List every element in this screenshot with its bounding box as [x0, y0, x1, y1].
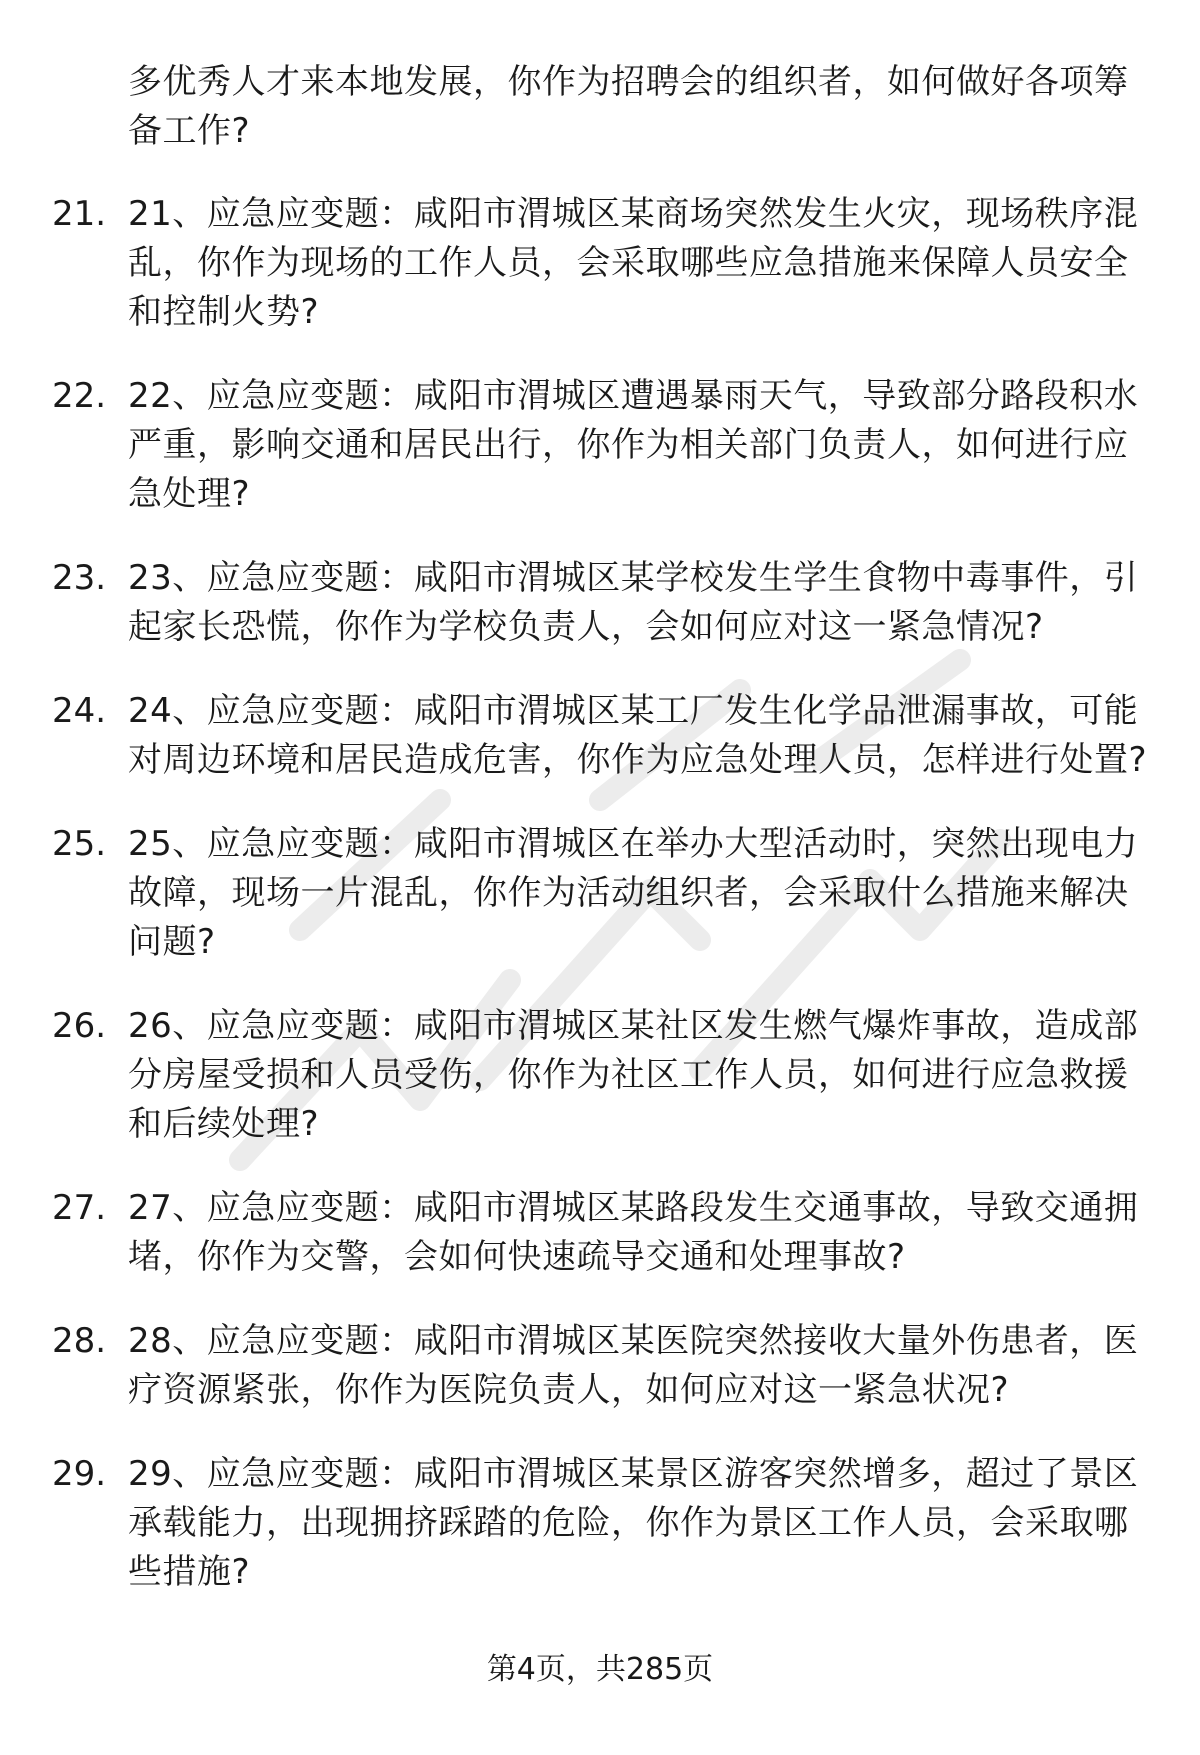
list-item-text: 24、应急应变题：咸阳市渭城区某工厂发生化学品泄漏事故，可能对周边环境和居民造成危害，你作为应急处理人员，怎样进行处置?: [128, 691, 1148, 780]
list-item: [0, 554, 1200, 652]
list-item-text: 21、应急应变题：咸阳市渭城区某商场突然发生火灾，现场秩序混乱，你作为现场的工作人员，会采取哪些应急措施来保障人员安全和控制火势?: [128, 194, 1139, 332]
question-list: [0, 190, 1200, 1632]
list-item-number: 21.: [52, 194, 107, 234]
list-item: [0, 190, 1200, 337]
list-item-text: 25、应急应变题：咸阳市渭城区在举办大型活动时，突然出现电力故障，现场一片混乱，你作为活动组织者，会采取什么措施来解决问题?: [128, 824, 1139, 962]
list-item: [0, 1450, 1200, 1597]
list-item-number: 27.: [52, 1188, 107, 1228]
list-item: [0, 687, 1200, 785]
list-item-number: 25.: [52, 824, 107, 864]
list-item: [0, 372, 1200, 519]
list-item-text: 29、应急应变题：咸阳市渭城区某景区游客突然增多，超过了景区承载能力，出现拥挤踩踏的危险，你作为景区工作人员，会采取哪些措施?: [128, 1454, 1139, 1592]
list-item-text: 22、应急应变题：咸阳市渭城区遭遇暴雨天气，导致部分路段积水严重，影响交通和居民出行，你作为相关部门负责人，如何进行应急处理?: [128, 376, 1139, 514]
list-item: [0, 1184, 1200, 1282]
continuation-paragraph: 多优秀人才来本地发展，你作为招聘会的组织者，如何做好各项筹备工作?: [128, 62, 1129, 151]
list-item-number: 26.: [52, 1006, 107, 1046]
list-item-number: 29.: [52, 1454, 107, 1494]
list-item-number: 24.: [52, 691, 107, 731]
list-item-number: 22.: [52, 376, 107, 416]
list-item-text: 27、应急应变题：咸阳市渭城区某路段发生交通事故，导致交通拥堵，你作为交警，会如何快速疏导交通和处理事故?: [128, 1188, 1139, 1277]
list-item: [0, 1317, 1200, 1415]
list-item-text: 28、应急应变题：咸阳市渭城区某医院突然接收大量外伤患者，医疗资源紧张，你作为医院负责人，如何应对这一紧急状况?: [128, 1321, 1139, 1410]
list-item-text: 23、应急应变题：咸阳市渭城区某学校发生学生食物中毒事件，引起家长恐慌，你作为学校负责人，会如何应对这一紧急情况?: [128, 558, 1139, 647]
page-footer: 第4页，共285页: [486, 1652, 714, 1687]
list-item: [0, 1002, 1200, 1149]
list-item-text: 26、应急应变题：咸阳市渭城区某社区发生燃气爆炸事故，造成部分房屋受损和人员受伤，你作为社区工作人员，如何进行应急救援和后续处理?: [128, 1006, 1139, 1144]
list-item-number: 23.: [52, 558, 107, 598]
list-item: [0, 820, 1200, 967]
list-item-number: 28.: [52, 1321, 107, 1361]
